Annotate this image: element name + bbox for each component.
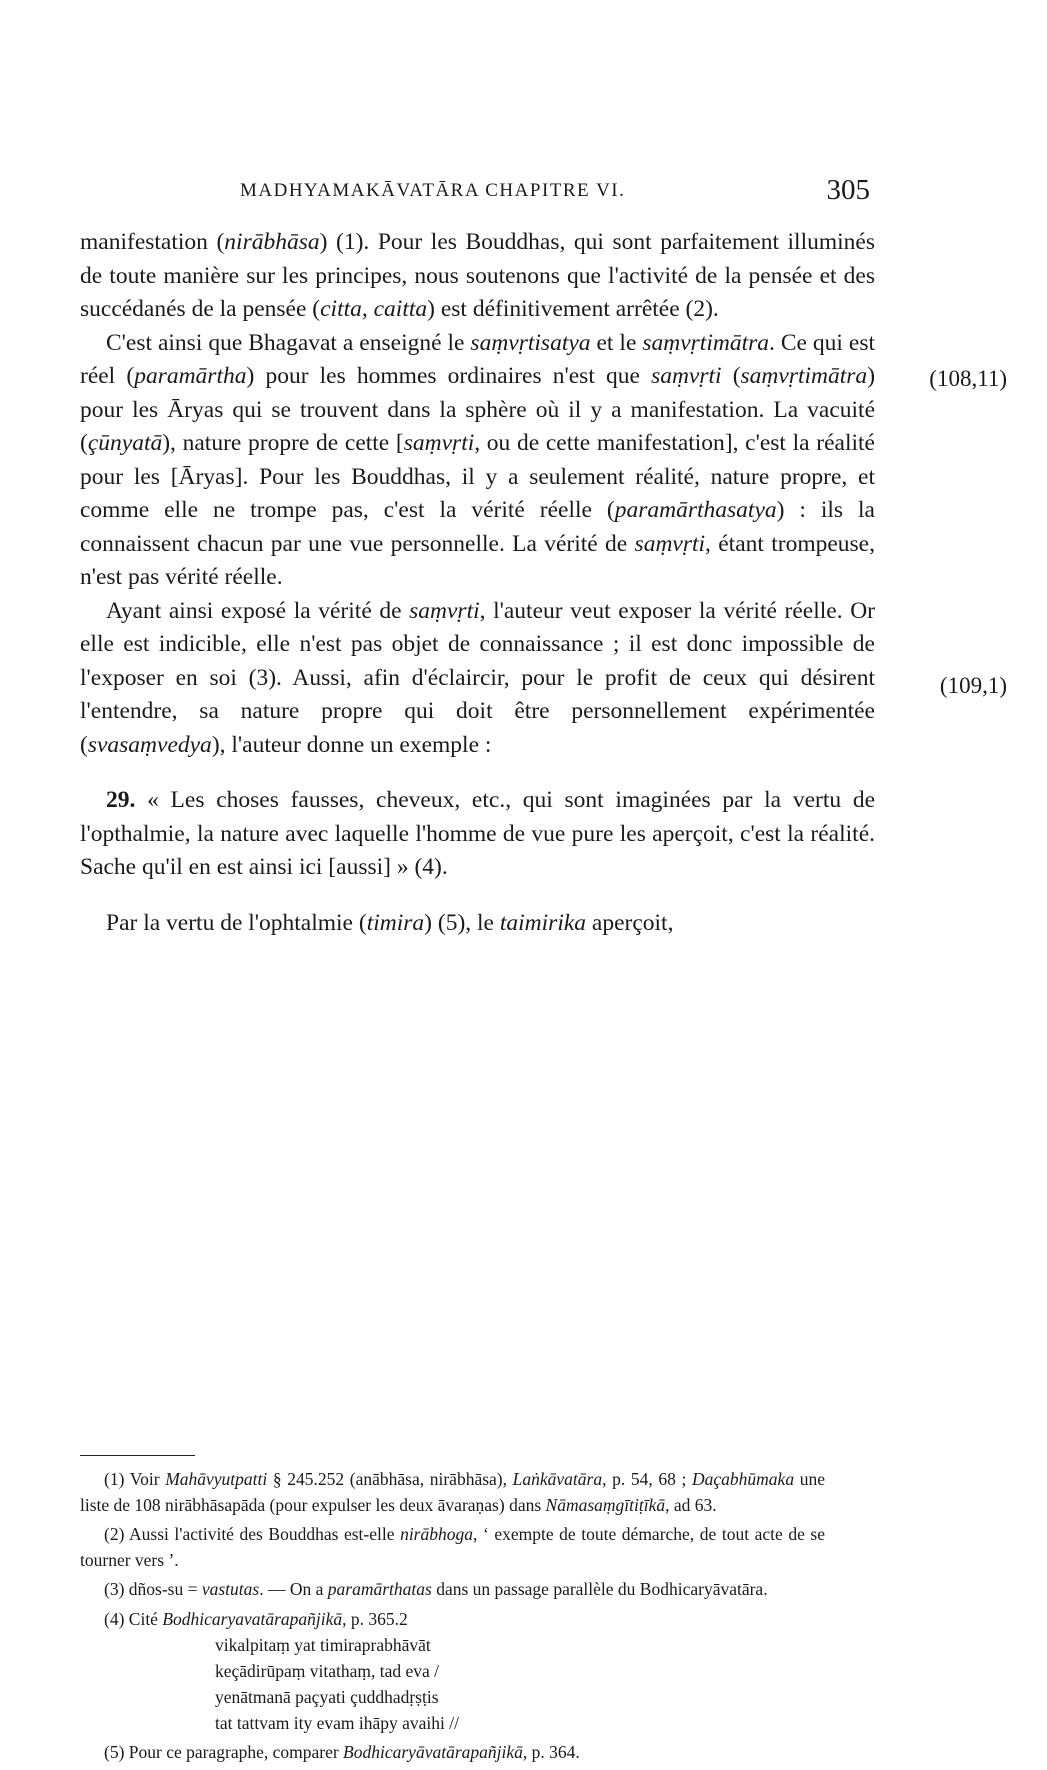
italic-term: Nāmasaṃgītiṭīkā: [545, 1494, 666, 1515]
text-run: , l'auteur veut exposer la vérité réelle. Or elle est indicible, elle n'est pas objet de connaissance ; il est donc impossible de l'exposer en soi (3). Aussi, afin d'éclaircir, pour le profit de ceux qui désirent l'entendre, sa nature propre qui doit être personnellement expérimentée (: [80, 597, 875, 758]
paragraph-4: [80, 907, 875, 941]
footnote-5: [80, 1740, 825, 1766]
text-run: Par la vertu de l'ophtalmie (: [106, 909, 367, 936]
text-run: , p. 365.2: [342, 1608, 408, 1629]
italic-term: saṃvṛtimātra: [740, 363, 868, 389]
margin-reference-2: (109,1): [939, 673, 1007, 698]
text-run: dans un passage parallèle du Bodhicaryāvatāra.: [431, 1579, 768, 1599]
text-run: aperçoit,: [586, 909, 674, 936]
footnote-3: [80, 1577, 825, 1603]
text-run: ), nature propre de cette [: [162, 430, 404, 456]
text-run: ) (1). Pour les Bouddhas, qui sont parfaitement illuminés de toute manière sur les principes, nous soutenons que l'activité de la pensée et des succédanés de la pensée (: [80, 229, 876, 322]
footnote-2: [80, 1522, 825, 1573]
paragraph-1: [80, 226, 875, 327]
italic-term: vastutas: [201, 1579, 260, 1599]
text-run: une liste de 108 nirābhāsapāda (pour expulser les deux āvaraṇas) dans: [80, 1469, 825, 1515]
italic-term: saṃvṛtisatya: [470, 329, 591, 356]
text-run: ) est définitivement arrêtée (2).: [427, 296, 719, 322]
text-run: ) pour les Āryas qui se trouvent dans la sphère où il y a manifestation. La vacuité (: [80, 363, 876, 456]
text-run: (4) Cité: [104, 1608, 163, 1629]
italic-term: saṃvṛti: [634, 530, 706, 557]
italic-term: saṃvṛtimātra: [642, 329, 769, 356]
footnotes: [80, 1467, 825, 1770]
verse-line: vikalpitaṃ yat timiraprabhāvāt: [215, 1635, 431, 1655]
text-run: . Ce qui est réel (: [80, 329, 875, 389]
verse-line: tat tattvam ity evam ihāpy avaihi //: [215, 1713, 459, 1733]
italic-term: çūnyatā: [87, 430, 163, 456]
verse-number: 29.: [106, 787, 136, 813]
text-run: (1) Voir: [104, 1469, 166, 1489]
italic-term: paramārthatas: [327, 1579, 432, 1599]
text-run: , p. 364.: [522, 1742, 580, 1762]
verse-line: yenātmanā paçyati çuddhadṛṣṭis: [215, 1687, 439, 1707]
italic-term: Bodhicaryavatārapañjikā: [162, 1608, 343, 1629]
paragraph-3: [80, 595, 875, 763]
text-run: § 245.252 (anābhāsa, nirābhāsa),: [267, 1469, 513, 1489]
verse-line: keçādirūpaṃ vitathaṃ, tad eva /: [215, 1661, 440, 1681]
main-text: [80, 226, 875, 940]
italic-term: citta, caitta: [320, 296, 428, 322]
italic-term: nirābhoga: [400, 1524, 473, 1544]
margin-reference-1: (108,11): [929, 366, 1007, 391]
paragraph-2: [80, 327, 875, 595]
page-number: 305: [826, 174, 870, 206]
text-run: , p. 54, 68 ;: [602, 1469, 693, 1489]
text-run: ) pour les hommes ordinaires n'est que: [246, 363, 652, 389]
text-run: , ‘ exempte de toute démarche, de tout acte de se tourner vers ’.: [80, 1524, 825, 1570]
italic-term: nirābhāsa: [224, 229, 320, 255]
text-run: (3) dños-su =: [104, 1579, 202, 1599]
italic-term: paramārtha: [134, 363, 247, 389]
italic-term: Mahāvyutpatti: [165, 1469, 268, 1489]
text-run: . — On a: [259, 1579, 328, 1599]
text-run: ) : ils la connaissent chacun par une vue personnelle. La vérité de: [80, 497, 875, 557]
footnote-4: [80, 1607, 825, 1633]
footnote-4-verse: [215, 1632, 825, 1736]
text-run: (5) Pour ce paragraphe, comparer: [104, 1742, 344, 1762]
italic-term: timira: [366, 909, 425, 936]
running-header: [80, 174, 870, 214]
italic-term: saṃvṛti: [651, 363, 722, 389]
italic-term: saṃvṛti: [403, 430, 475, 456]
text-run: ), l'auteur donne un exemple :: [211, 731, 492, 758]
text-run: , ou de cette manifestation], c'est la réalité pour les [Āryas]. Pour les Bouddhas, il y a seulement réalité, nature propre, et comme elle ne trompe pas, c'est la vérité réelle (: [80, 430, 875, 523]
text-run: , étant trompeuse, n'est pas vérité réelle.: [80, 530, 875, 590]
italic-term: saṃvṛti: [409, 597, 480, 624]
italic-term: Daçabhūmaka: [692, 1469, 795, 1489]
footnote-rule: [80, 1455, 195, 1456]
text-run: C'est ainsi que Bhagavat a enseigné le: [106, 329, 471, 356]
verse-text: « Les choses fausses, cheveux, etc., qui sont imaginées par la vertu de l'opthalmie, la nature avec laquelle l'homme de vue pure les aperçoit, c'est la réalité. Sache qu'il en est ainsi ici [aussi] » (4).: [80, 787, 875, 880]
text-run: , ad 63.: [665, 1494, 717, 1515]
running-title: MADHYAMAKĀVATĀRA CHAPITRE VI.: [240, 180, 626, 201]
text-run: (2) Aussi l'activité des Bouddhas est-elle: [104, 1524, 401, 1544]
footnote-1: [80, 1467, 825, 1518]
text-run: et le: [590, 329, 643, 356]
italic-term: taimirika: [499, 909, 587, 936]
text-run: manifestation (: [80, 229, 225, 255]
verse-29: [80, 784, 875, 885]
text-run: ) (5), le: [424, 909, 500, 936]
italic-term: Laṅkāvatāra: [512, 1469, 603, 1489]
italic-term: svasaṃvedya: [87, 731, 212, 758]
italic-term: paramārthasatya: [614, 497, 777, 523]
text-run: Ayant ainsi exposé la vérité de: [106, 597, 410, 624]
italic-term: Bodhicaryāvatārapañjikā: [343, 1742, 523, 1762]
text-run: (: [721, 363, 741, 389]
